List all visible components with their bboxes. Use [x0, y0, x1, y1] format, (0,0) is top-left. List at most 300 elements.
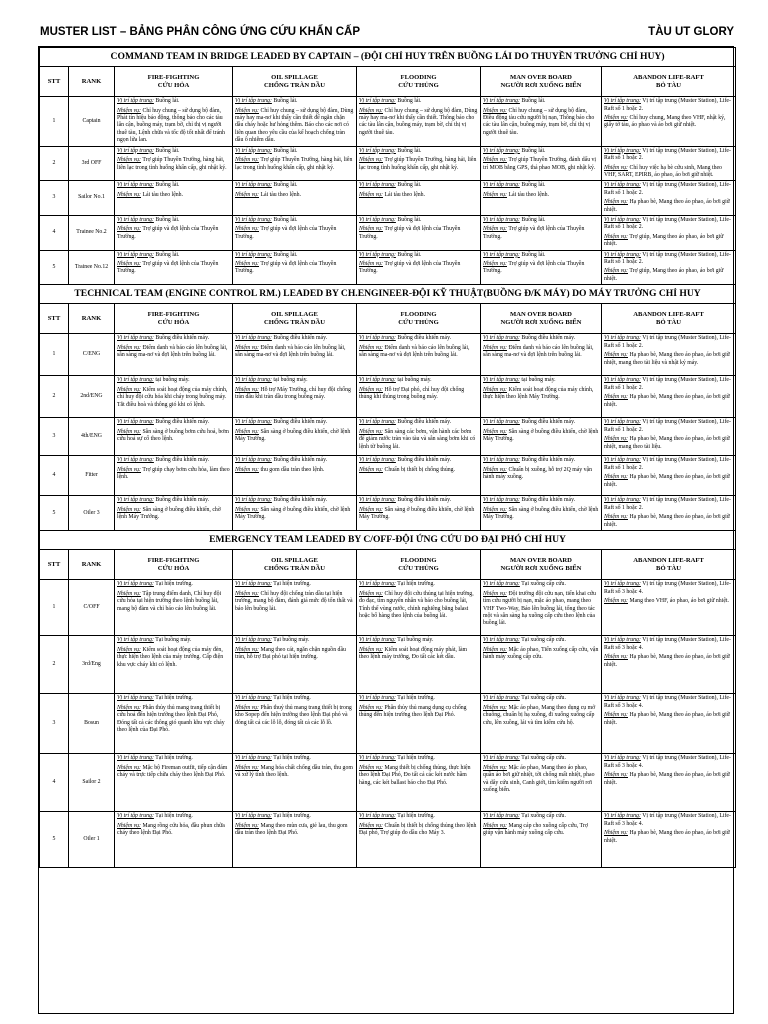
duty-key: Vị trí tập trung:: [117, 755, 154, 762]
duty-paragraph: [117, 345, 230, 360]
duty-cell-c3: [357, 694, 481, 754]
duty-paragraph: [117, 335, 230, 342]
duty-paragraph: [359, 182, 478, 189]
duty-key: Nhiệm vụ:: [359, 157, 383, 164]
duty-paragraph: [483, 226, 599, 241]
duty-key: Nhiệm vụ:: [117, 822, 141, 829]
duty-key: Nhiệm vụ:: [117, 191, 141, 198]
row-rank: Oiler 1: [69, 812, 115, 868]
duty-paragraph: [483, 467, 599, 482]
duty-text: tại buồng máy.: [395, 377, 432, 384]
duty-key: Nhiệm vụ:: [117, 226, 141, 233]
column-header-rank: RANK: [69, 550, 115, 580]
duty-text: Mặc áo phao, Mang theo dụng cụ mở chuông, chuẩn bị hạ xuồng, đi xuống xuồng cấp cứu, lên xuồng, lái và tìm kiếm cứu hộ.: [483, 704, 596, 726]
duty-paragraph: [235, 497, 354, 504]
duty-cell-c4: [481, 754, 602, 812]
column-header-en: FIRE-FIGHTING: [147, 311, 200, 319]
duty-paragraph: [359, 429, 478, 451]
duty-key: Vị trí tập trung:: [359, 182, 396, 189]
duty-cell-c4: [481, 215, 602, 250]
duty-text: Buồng lái.: [271, 251, 298, 258]
duty-key: Nhiệm vụ:: [235, 764, 259, 771]
row-rank: 4th/ENG: [69, 418, 115, 456]
table-row: [40, 694, 736, 754]
duty-paragraph: [235, 429, 354, 444]
duty-text: Tại hiện trường.: [395, 581, 435, 588]
table-row: [40, 250, 736, 285]
duty-key: Nhiệm vụ:: [359, 226, 383, 233]
column-header-rank: RANK: [69, 304, 115, 334]
duty-key: Nhiệm vụ:: [359, 704, 383, 711]
duty-text: Buồng lái.: [153, 182, 180, 189]
duty-key: Nhiệm vụ:: [483, 226, 507, 233]
row-rank: 3rd/Eng: [69, 636, 115, 694]
column-header-vi: CHỐNG TRÀN DẦU: [263, 81, 326, 89]
duty-paragraph: [604, 252, 733, 267]
duty-paragraph: [235, 695, 354, 702]
duty-key: Vị trí tập trung:: [359, 98, 396, 105]
duty-text: Hạ phao bè, Mang theo áo phao, áo bơi giữ nhiệt.: [604, 514, 730, 528]
duty-key: Nhiệm vụ:: [235, 822, 259, 829]
duty-paragraph: [483, 647, 599, 662]
duty-key: Vị trí tập trung:: [359, 216, 396, 223]
duty-text: Trợ giúp và đợi lệnh của Thuyền Trưởng.: [235, 260, 337, 275]
duty-paragraph: [483, 157, 599, 172]
duty-text: Tại hiện trường.: [395, 813, 435, 820]
duty-key: Vị trí tập trung:: [604, 251, 641, 258]
duty-text: Hạ phao bè, Mang theo áo phao, áo bơi giữ nhiệt.: [604, 474, 730, 488]
duty-key: Nhiệm vụ:: [235, 646, 259, 653]
duty-paragraph: [483, 261, 599, 276]
duty-cell-c3: [357, 456, 481, 496]
duty-key: Vị trí tập trung:: [235, 813, 272, 820]
column-header-stt: STT: [40, 67, 69, 97]
duty-paragraph: [117, 261, 230, 276]
duty-cell-c3: [357, 812, 481, 868]
column-header-c5: [602, 550, 736, 580]
duty-key: Vị trí tập trung:: [117, 251, 154, 258]
duty-paragraph: [483, 252, 599, 259]
duty-text: Sẵn sàng ở buồng điều khiển, chờ lệnh Máy Trưởng.: [483, 428, 599, 443]
duty-key: Nhiệm vụ:: [359, 260, 383, 267]
duty-text: Trợ giúp và đợi lệnh của Thuyền Trưởng.: [359, 260, 461, 275]
column-header-vi: CHỐNG TRÀN DẦU: [263, 318, 326, 326]
duty-paragraph: [235, 377, 354, 384]
column-header-vi: CỨU THỦNG: [398, 318, 439, 326]
duty-key: Vị trí tập trung:: [604, 335, 641, 342]
duty-text: Tại buồng máy.: [153, 637, 192, 644]
duty-key: Vị trí tập trung:: [235, 335, 272, 342]
duty-key: Vị trí tập trung:: [117, 581, 154, 588]
duty-cell-c4: [481, 636, 602, 694]
column-header-en: OIL SPILLAGE: [271, 311, 318, 319]
duty-cell-c1: [115, 812, 233, 868]
duty-key: Vị trí tập trung:: [117, 637, 154, 644]
duty-text: Buồng điều khiển máy.: [519, 457, 576, 464]
duty-text: Buồng điều khiển máy.: [519, 335, 576, 342]
duty-paragraph: [604, 830, 733, 845]
column-header-c2: [233, 304, 357, 334]
duty-paragraph: [117, 182, 230, 189]
duty-key: Nhiệm vụ:: [483, 646, 507, 653]
duty-cell-c1: [115, 694, 233, 754]
duty-cell-c3: [357, 376, 481, 418]
row-rank: 3rd OFF: [69, 146, 115, 181]
column-header-c5: [602, 304, 736, 334]
duty-cell-c4: [481, 376, 602, 418]
duty-key: Vị trí tập trung:: [604, 147, 641, 154]
duty-paragraph: [359, 226, 478, 241]
duty-key: Nhiệm vụ:: [359, 822, 383, 829]
duty-paragraph: [117, 813, 230, 820]
duty-text: Hạ phao bè, Mang theo áo phao, áo bơi giữ nhiệt.: [604, 772, 730, 786]
duty-paragraph: [235, 823, 354, 838]
duty-key: Vị trí tập trung:: [483, 98, 520, 105]
duty-text: Buồng lái.: [395, 216, 422, 223]
duty-cell-c5: [602, 694, 736, 754]
duty-key: Nhiệm vụ:: [483, 260, 507, 267]
duty-text: Hạ phao bè, Mang theo áo phao, áo bơi giữ nhiệt.: [604, 394, 730, 408]
duty-key: Nhiệm vụ:: [483, 506, 507, 513]
duty-key: Vị trí tập trung:: [117, 419, 154, 426]
duty-key: Nhiệm vụ:: [117, 386, 141, 393]
duty-paragraph: [235, 581, 354, 588]
duty-paragraph: [235, 765, 354, 780]
duty-cell-c3: [357, 580, 481, 636]
duty-text: Chỉ huy chung – sử dụng bộ đàm, Dùng máy hay ma-nơ khi thấy cần thiết. Thông báo cho các tàu lân cận, buồng máy, trạm bờ, chỉ thị vị người thuê tàu.: [359, 107, 478, 136]
column-header-vi: NGƯỜI RƠI XUỐNG BIỂN: [500, 81, 582, 89]
duty-paragraph: [117, 765, 230, 780]
duty-text: Tại hiện trường.: [395, 755, 435, 762]
duty-key: Vị trí tập trung:: [483, 497, 520, 504]
duty-paragraph: [483, 217, 599, 224]
duty-paragraph: [604, 457, 733, 472]
duty-text: Hạ phao bè, Mang theo áo phao, áo bơi giữ nhiệt, mang theo tài liệu.: [604, 436, 730, 450]
duty-key: Nhiệm vụ:: [483, 466, 507, 473]
table-row: [40, 376, 736, 418]
duty-paragraph: [483, 823, 599, 838]
column-header-vi: NGƯỜI RƠI XUỐNG BIỂN: [500, 564, 582, 572]
duty-key: Nhiệm vụ:: [604, 394, 628, 401]
duty-cell-c2: [233, 754, 357, 812]
duty-text: Tại hiện trường.: [153, 695, 193, 702]
duty-cell-c2: [233, 250, 357, 285]
duty-key: Nhiệm vụ:: [604, 514, 628, 521]
duty-paragraph: [359, 457, 478, 464]
row-number: 4: [40, 456, 69, 496]
duty-text: Buồng lái.: [153, 147, 180, 154]
duty-key: Nhiệm vụ:: [604, 772, 628, 779]
duty-key: Nhiệm vụ:: [235, 157, 259, 164]
duty-cell-c5: [602, 181, 736, 216]
duty-paragraph: [235, 226, 354, 241]
row-rank: Oiler 3: [69, 496, 115, 531]
duty-key: Nhiệm vụ:: [604, 830, 628, 837]
duty-paragraph: [604, 217, 733, 232]
duty-cell-c4: [481, 181, 602, 216]
duty-text: Buồng điều khiển máy.: [395, 497, 452, 504]
duty-key: Vị trí tập trung:: [359, 695, 396, 702]
duty-key: Vị trí tập trung:: [483, 147, 520, 154]
table-row: [40, 580, 736, 636]
duty-paragraph: [604, 772, 733, 787]
duty-paragraph: [359, 581, 478, 588]
duty-key: Nhiệm vụ:: [604, 436, 628, 443]
duty-key: Vị trí tập trung:: [117, 182, 154, 189]
duty-text: Chuẩn bị thiết bị chống thủng.: [383, 466, 455, 473]
duty-key: Nhiệm vụ:: [604, 115, 628, 122]
duty-paragraph: [117, 695, 230, 702]
duty-key: Nhiệm vụ:: [117, 590, 141, 597]
duty-key: Nhiệm vụ:: [117, 646, 141, 653]
duty-paragraph: [483, 695, 599, 702]
duty-text: Vị trí tập trung (Muster Station), Life-Raft số 1 hoặc 2.: [604, 335, 731, 349]
column-header-c1: [115, 67, 233, 97]
duty-key: Vị trí tập trung:: [235, 755, 272, 762]
duty-paragraph: [359, 419, 478, 426]
row-number: 2: [40, 146, 69, 181]
column-header-en: FLOODING: [400, 557, 437, 565]
duty-cell-c4: [481, 580, 602, 636]
duty-key: Nhiệm vụ:: [483, 764, 507, 771]
duty-cell-c5: [602, 250, 736, 285]
duty-key: Nhiệm vụ:: [483, 428, 507, 435]
duty-text: Buồng điều khiển máy.: [395, 419, 452, 426]
duty-paragraph: [359, 252, 478, 259]
duty-key: Vị trí tập trung:: [483, 251, 520, 258]
document-title: MUSTER LIST – BẢNG PHÂN CÔNG ỨNG CỨU KHẨN CẤP: [40, 26, 361, 38]
duty-text: Kiểm soát hoạt động máy phát, làm theo lệnh máy trưởng, Đo tất các két dầu.: [359, 646, 468, 661]
duty-text: Buồng điều khiển máy.: [519, 419, 576, 426]
duty-text: Hạ phao bè, Mang theo áo phao, áo bơi giữ nhiệt.: [604, 654, 730, 668]
column-header-en: MAN OVER BOARD: [510, 74, 572, 82]
duty-text: Buồng điều khiển máy.: [153, 497, 210, 504]
duty-cell-c4: [481, 146, 602, 181]
duty-paragraph: [483, 192, 599, 199]
duty-text: tại buồng máy.: [519, 377, 556, 384]
row-number: 4: [40, 215, 69, 250]
duty-key: Vị trí tập trung:: [235, 182, 272, 189]
column-header-vi: NGƯỜI RƠI XUỐNG BIỂN: [500, 318, 582, 326]
duty-paragraph: [483, 813, 599, 820]
duty-key: Vị trí tập trung:: [235, 216, 272, 223]
duty-cell-c1: [115, 97, 233, 146]
duty-paragraph: [604, 394, 733, 409]
duty-key: Nhiệm vụ:: [235, 260, 259, 267]
row-rank: 2nd/ENG: [69, 376, 115, 418]
duty-text: Trợ giúp, Mang theo áo phao, áo bơi giữ nhiệt.: [604, 233, 724, 248]
table-row: [40, 334, 736, 376]
duty-text: Lái tàu theo lệnh.: [383, 191, 426, 198]
duty-text: Kiểm soát hoạt động của máy chính, thực hiện theo lệnh Máy Trưởng.: [483, 386, 594, 401]
column-header-en: MAN OVER BOARD: [510, 557, 572, 565]
row-rank: Captain: [69, 97, 115, 146]
duty-key: Vị trí tập trung:: [604, 581, 641, 588]
duty-paragraph: [604, 474, 733, 489]
duty-text: Vị trí tập trung (Muster Station), Life-Raft số 1 hoặc 2.: [604, 182, 731, 196]
duty-text: Vị trí tập trung (Muster Station), Life-Raft số 1 hoặc 2.: [604, 377, 731, 391]
duty-paragraph: [235, 387, 354, 402]
duty-text: Kiểm soát hoạt động của máy đèn, thực hiện theo lệnh của máy trưởng. Cấp điện khu vực cháy khi có lệnh.: [117, 646, 224, 668]
row-rank: Fitter: [69, 456, 115, 496]
duty-cell-c1: [115, 181, 233, 216]
duty-paragraph: [359, 765, 478, 787]
duty-cell-c3: [357, 754, 481, 812]
duty-paragraph: [483, 108, 599, 138]
row-number: 5: [40, 812, 69, 868]
duty-text: Phân thủy thủ mang trang thiết bị cứu hoả đến hiện trường theo lệnh Đại Phó, Đóng tất cả các thông gió quanh khu vực cháy theo lệnh của Đại Phó.: [117, 704, 225, 733]
table-row: [40, 181, 736, 216]
duty-key: Vị trí tập trung:: [359, 581, 396, 588]
duty-key: Vị trí tập trung:: [604, 182, 641, 189]
duty-text: Vị trí tập trung (Muster Station), Life-Raft số 3 hoặc 4.: [604, 813, 731, 827]
duty-cell-c3: [357, 496, 481, 531]
duty-key: Vị trí tập trung:: [483, 216, 520, 223]
duty-paragraph: [117, 419, 230, 426]
duty-cell-c5: [602, 97, 736, 146]
duty-cell-c4: [481, 418, 602, 456]
duty-paragraph: [359, 507, 478, 522]
duty-text: Chỉ huy chung, Mang theo VHF, nhật ký, giấy tờ tàu, áo phao và áo bơi giữ nhiệt.: [604, 115, 726, 129]
duty-key: Nhiệm vụ:: [483, 386, 507, 393]
column-header-c3: [357, 67, 481, 97]
duty-paragraph: [117, 591, 230, 613]
column-header-vi: CỨU THỦNG: [398, 81, 439, 89]
duty-text: Trợ giúp Thuyền Trưởng, hàng hải, liên lạc trong tình huống khẩn cấp, ghi nhật ký.: [359, 157, 477, 171]
duty-paragraph: [235, 261, 354, 276]
section-title-row: [40, 48, 736, 67]
duty-paragraph: [483, 429, 599, 444]
duty-key: Vị trí tập trung:: [604, 637, 641, 644]
muster-list-frame: [38, 46, 734, 1014]
duty-paragraph: [359, 157, 478, 172]
duty-text: Trợ giúp Thuyền Trưởng, hàng hải, liên lạc trong tình huống khẩn cấp, ghi nhật ký.: [235, 157, 353, 171]
duty-key: Vị trí tập trung:: [235, 695, 272, 702]
duty-text: Tại buồng máy.: [271, 637, 310, 644]
row-rank: C/OFF: [69, 580, 115, 636]
duty-text: Mang cáp cho xuồng cấp cứu, Trợ giúp vận hành máy xuồng cấp cứu.: [483, 822, 588, 837]
duty-text: Chuẩn bị thiết bị chống thủng theo lệnh Đại phó, Trợ giúp đo dầu cho Máy 3.: [359, 822, 477, 837]
duty-text: Tại hiện trường.: [271, 581, 311, 588]
duty-paragraph: [604, 637, 733, 652]
duty-cell-c1: [115, 376, 233, 418]
duty-cell-c5: [602, 146, 736, 181]
duty-paragraph: [483, 457, 599, 464]
duty-cell-c1: [115, 250, 233, 285]
duty-cell-c2: [233, 181, 357, 216]
duty-text: Buồng điều khiển máy.: [395, 335, 452, 342]
duty-text: Vị trí tập trung (Muster Station), Life-Raft số 1 hoặc 2.: [604, 147, 731, 162]
duty-paragraph: [604, 199, 733, 214]
duty-key: Vị trí tập trung:: [117, 457, 154, 464]
duty-paragraph: [359, 335, 478, 342]
duty-cell-c2: [233, 580, 357, 636]
duty-text: thu gom dầu tràn theo lệnh.: [259, 466, 325, 473]
column-header-en: ABANDON LIFE-RAFT: [633, 311, 704, 319]
duty-key: Vị trí tập trung:: [604, 695, 641, 702]
duty-cell-c2: [233, 456, 357, 496]
duty-paragraph: [359, 755, 478, 762]
duty-text: Vị trí tập trung (Muster Station), Life-Raft số 3 hoặc 4.: [604, 695, 731, 709]
duty-key: Nhiệm vụ:: [604, 598, 628, 605]
duty-key: Nhiệm vụ:: [117, 107, 141, 114]
duty-paragraph: [359, 345, 478, 360]
duty-cell-c1: [115, 754, 233, 812]
duty-paragraph: [483, 182, 599, 189]
duty-key: Nhiệm vụ:: [483, 704, 507, 711]
duty-key: Nhiệm vụ:: [359, 428, 383, 435]
duty-key: Vị trí tập trung:: [117, 147, 154, 154]
table-row: [40, 496, 736, 531]
row-rank: Trainee No.2: [69, 215, 115, 250]
duty-text: Vị trí tập trung (Muster Station), Life-Raft số 1 hoặc 2.: [604, 251, 731, 265]
duty-text: Buồng lái.: [519, 147, 546, 154]
duty-key: Vị trí tập trung:: [235, 497, 272, 504]
duty-key: Nhiệm vụ:: [117, 260, 141, 267]
row-number: 2: [40, 376, 69, 418]
duty-key: Vị trí tập trung:: [359, 497, 396, 504]
duty-text: Mặc bộ Fireman outfit, tiếp cận đám cháy và trực tiếp chữa cháy theo lệnh Đại Phó.: [117, 764, 228, 779]
duty-key: Nhiệm vụ:: [235, 506, 259, 513]
duty-key: Vị trí tập trung:: [483, 377, 520, 384]
duty-paragraph: [359, 377, 478, 384]
column-header-en: ABANDON LIFE-RAFT: [633, 74, 704, 82]
duty-paragraph: [117, 507, 230, 522]
duty-paragraph: [604, 182, 733, 197]
duty-cell-c2: [233, 334, 357, 376]
duty-text: Chỉ huy chung – sử dụng bộ đàm, Điều động tàu cứu người bị nạn, Thông báo cho các tàu lân cận, buồng máy, trạm bờ, chỉ thị vị người thuê tàu.: [483, 107, 595, 136]
duty-text: Tại hiện trường.: [395, 695, 435, 702]
duty-key: Nhiệm vụ:: [604, 199, 628, 206]
duty-cell-c5: [602, 754, 736, 812]
duty-text: Trợ giúp và đợi lệnh của Thuyền Trưởng.: [117, 260, 219, 275]
duty-cell-c3: [357, 636, 481, 694]
column-header-vi: CHỐNG TRÀN DẦU: [263, 564, 326, 572]
duty-text: Hỗ trợ Đại phó, chỉ huy đội chống thủng khi thủng trong buồng máy.: [359, 386, 465, 401]
duty-text: Mang theo VHF, áo phao, áo bơi giữ nhiệt.: [628, 598, 729, 605]
duty-paragraph: [359, 192, 478, 199]
duty-paragraph: [483, 345, 599, 360]
duty-key: Vị trí tập trung:: [235, 581, 272, 588]
duty-text: Tại buồng máy.: [395, 637, 434, 644]
table-row: [40, 456, 736, 496]
column-header-vi: BỎ TÀU: [656, 318, 682, 326]
duty-cell-c2: [233, 694, 357, 754]
duty-text: Mang thiết bị chống thủng, thực hiện theo lệnh Đại Phó, Đo tất cả các két nước hầm hàng, các két ballast báo cho Đại Phó.: [359, 764, 471, 786]
column-header-en: FLOODING: [400, 74, 437, 82]
duty-text: Buồng lái.: [271, 147, 298, 154]
duty-key: Nhiệm vụ:: [483, 344, 507, 351]
duty-key: Vị trí tập trung:: [604, 813, 641, 820]
duty-text: Tại xuồng cấp cứu.: [519, 637, 566, 644]
duty-paragraph: [235, 637, 354, 644]
duty-key: Vị trí tập trung:: [483, 457, 520, 464]
duty-paragraph: [117, 387, 230, 409]
duty-key: Vị trí tập trung:: [604, 377, 641, 384]
duty-key: Vị trí tập trung:: [604, 98, 641, 105]
duty-paragraph: [483, 755, 599, 762]
duty-key: Nhiệm vụ:: [117, 344, 141, 351]
duty-paragraph: [235, 157, 354, 172]
duty-paragraph: [604, 234, 733, 249]
column-header-c3: [357, 550, 481, 580]
duty-key: Vị trí tập trung:: [483, 813, 520, 820]
duty-paragraph: [235, 507, 354, 522]
duty-key: Nhiệm vụ:: [359, 191, 383, 198]
duty-text: Buồng lái.: [519, 216, 546, 223]
column-header-en: FIRE-FIGHTING: [147, 74, 200, 82]
duty-text: Hạ phao bè, Mang theo áo phao, áo bơi giữ nhiệt, mang theo tài liệu và nhật ký máy.: [604, 352, 730, 366]
